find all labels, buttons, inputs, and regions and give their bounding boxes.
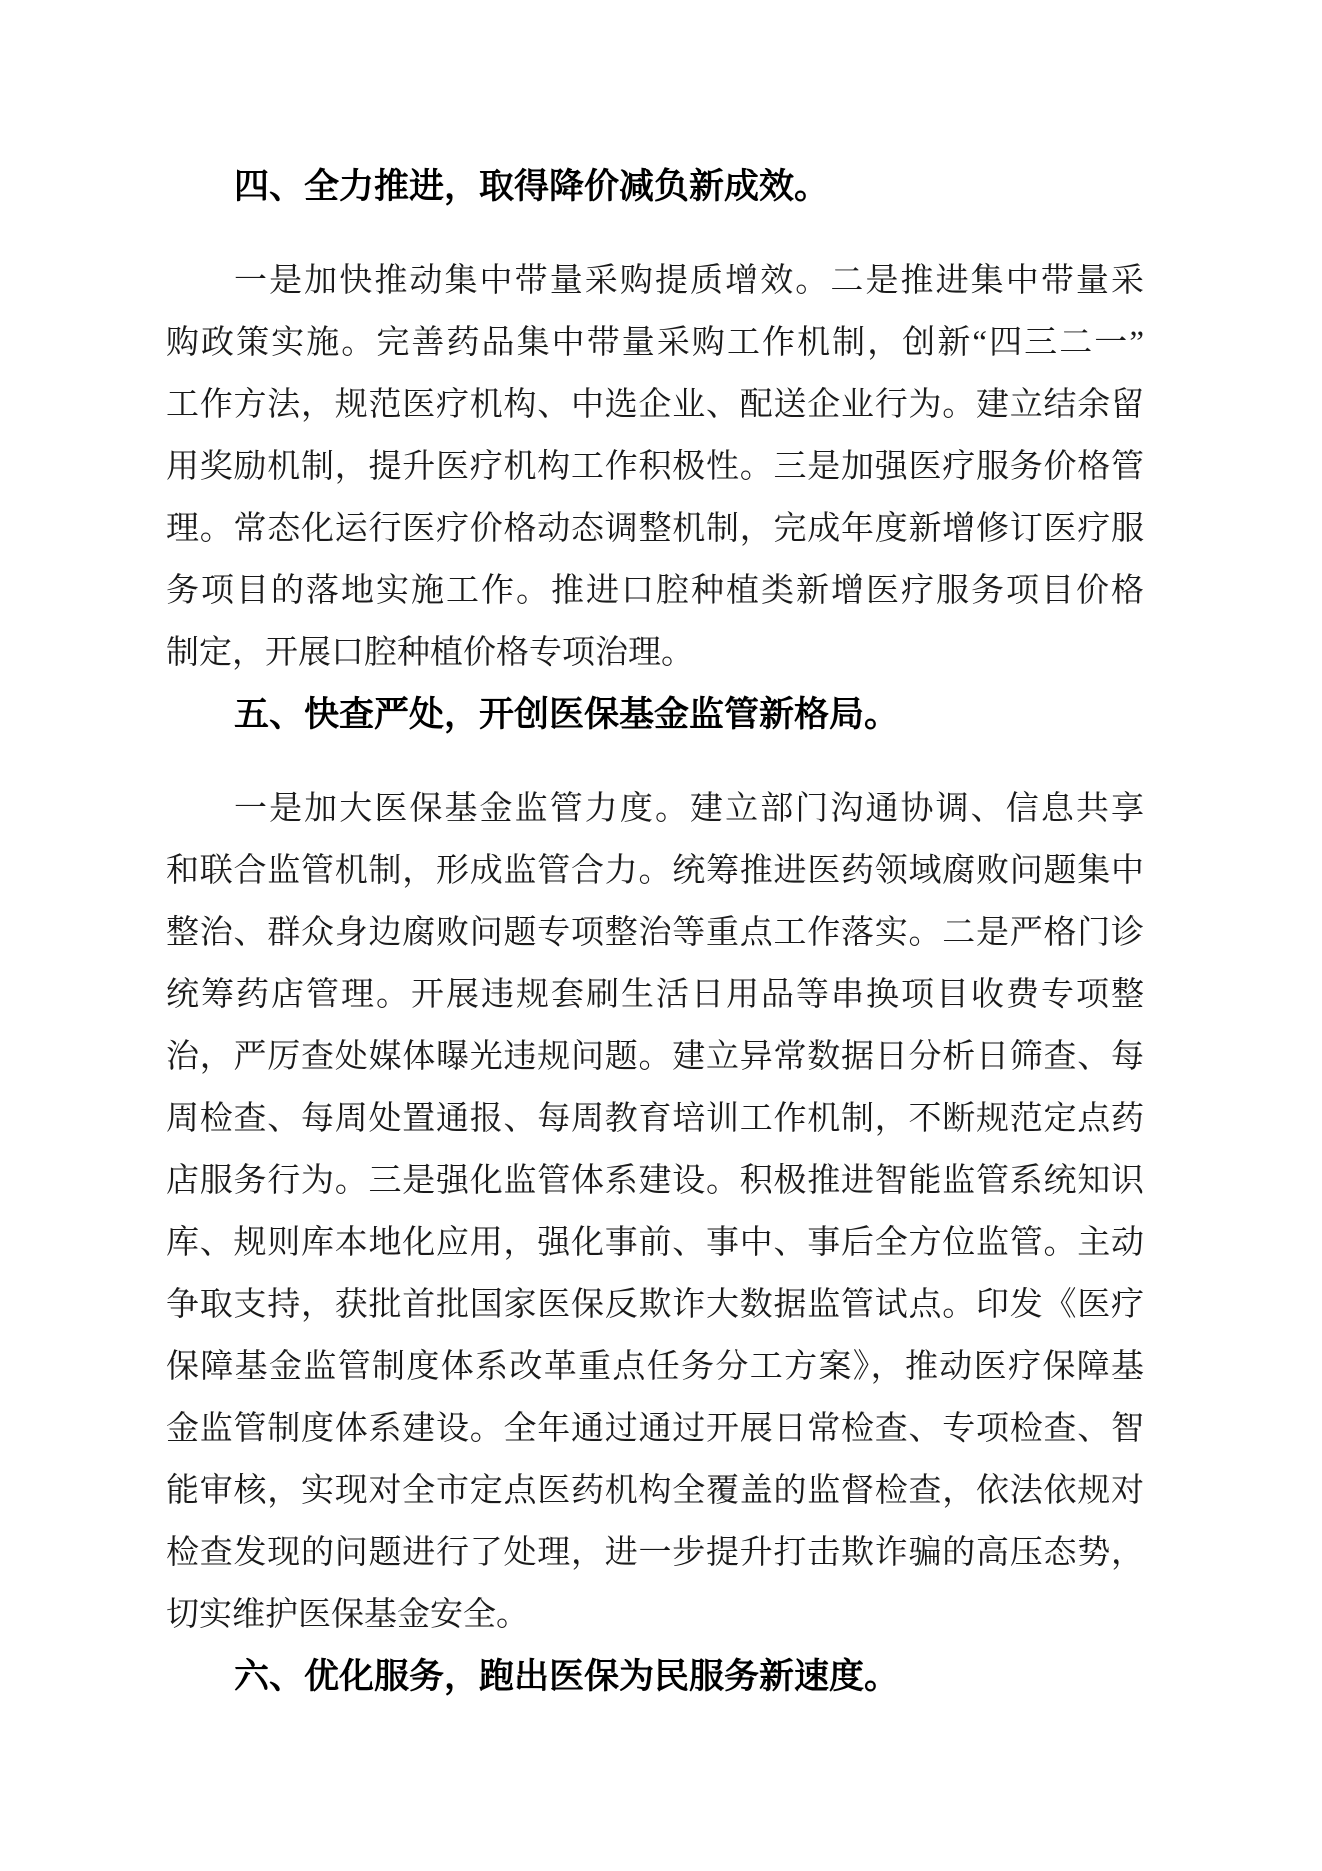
paragraph-line: 切实维护医保基金安全。 [166,1597,529,1633]
paragraph-line: 和联合监管机制，形成监管合力。统筹推进医药领域腐败问题集中 [166,853,1144,889]
paragraph-line: 工作方法，规范医疗机构、中选企业、配送企业行为。建立结余留 [166,387,1144,423]
paragraph-line: 保障基金监管制度体系改革重点任务分工方案》，推动医疗保障基 [166,1349,1144,1385]
paragraph-line: 统筹药店管理。开展违规套刷生活日用品等串换项目收费专项整 [166,977,1144,1013]
paragraph-line: 店服务行为。三是强化监管体系建设。积极推进智能监管系统知识 [166,1163,1144,1199]
section-heading-six: 六、优化服务，跑出医保为民服务新速度。 [234,1657,900,1696]
section-heading-five: 五、快查严处，开创医保基金监管新格局。 [234,695,900,734]
paragraph-line: 争取支持，获批首批国家医保反欺诈大数据监管试点。印发《医疗 [166,1287,1144,1323]
paragraph-section-four [166,250,1144,684]
paragraph-line: 能审核，实现对全市定点医药机构全覆盖的监督检查，依法依规对 [166,1473,1144,1509]
paragraph-line: 周检查、每周处置通报、每周教育培训工作机制，不断规范定点药 [166,1101,1144,1137]
paragraph-line: 购政策实施。完善药品集中带量采购工作机制，创新“四三二一” [166,325,1144,361]
paragraph-line: 用奖励机制，提升医疗机构工作积极性。三是加强医疗服务价格管 [166,449,1144,485]
paragraph-line: 制定，开展口腔种植价格专项治理。 [166,635,694,671]
paragraph-line: 整治、群众身边腐败问题专项整治等重点工作落实。二是严格门诊 [166,915,1144,951]
paragraph-line: 一是加快推动集中带量采购提质增效。二是推进集中带量采 [234,263,1144,299]
paragraph-line: 理。常态化运行医疗价格动态调整机制，完成年度新增修订医疗服 [166,511,1144,547]
paragraph-line: 库、规则库本地化应用，强化事前、事中、事后全方位监管。主动 [166,1225,1144,1261]
paragraph-line: 金监管制度体系建设。全年通过通过开展日常检查、专项检查、智 [166,1411,1144,1447]
paragraph-line: 务项目的落地实施工作。推进口腔种植类新增医疗服务项目价格 [166,573,1144,609]
paragraph-line: 治，严厉查处媒体曝光违规问题。建立异常数据日分析日筛查、每 [166,1039,1144,1075]
paragraph-section-five [166,778,1144,1646]
section-heading-four: 四、全力推进，取得降价减负新成效。 [234,167,830,206]
paragraph-line: 检查发现的问题进行了处理，进一步提升打击欺诈骗的高压态势， [166,1535,1144,1571]
paragraph-line: 一是加大医保基金监管力度。建立部门沟通协调、信息共享 [234,791,1144,827]
